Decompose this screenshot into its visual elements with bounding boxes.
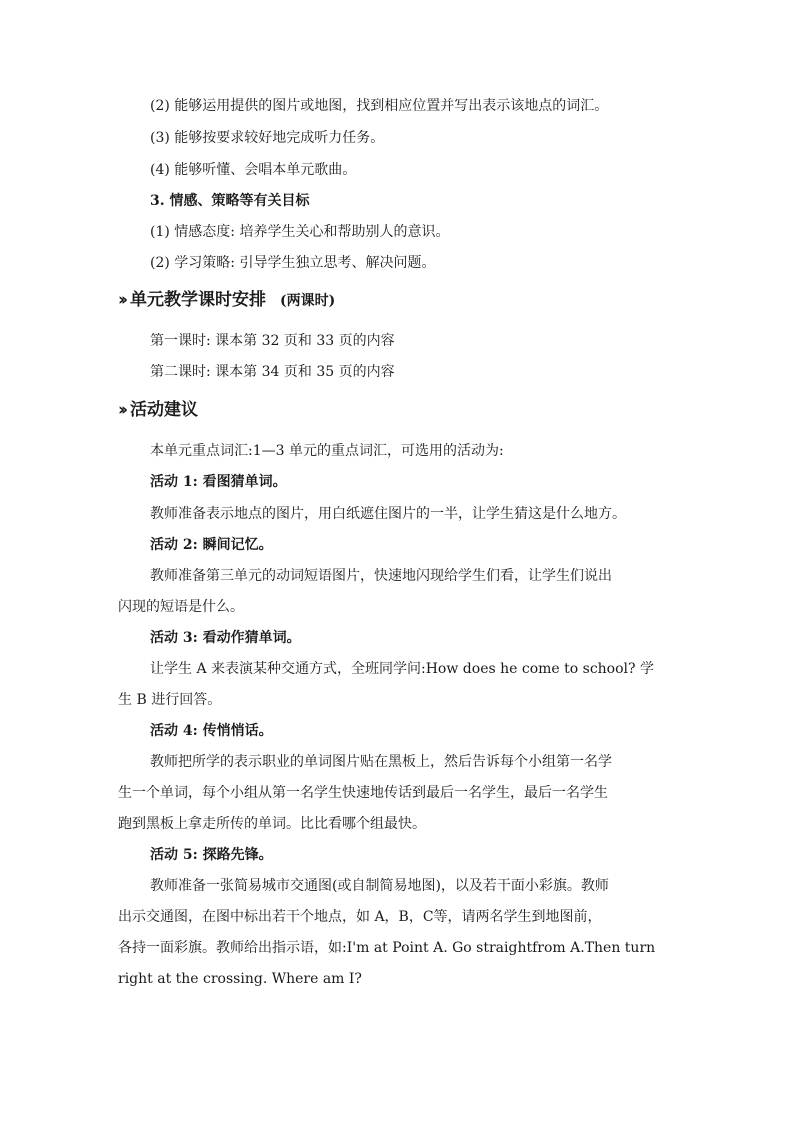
activity-5-text-3: 各持一面彩旗。教师给出指示语，如:I'm at Point A. Go straightfrom A.Then turn xyxy=(118,940,656,956)
schedule-title: 单元教学课时安排 xyxy=(130,290,267,310)
double-chevron-icon: ›› xyxy=(118,290,125,310)
activity-3-title: 活动 3: 看动作猜单词。 xyxy=(150,630,301,646)
affect-objective-2: (2) 学习策略: 引导学生独立思考、解决问题。 xyxy=(150,255,436,271)
activity-5-text-1: 教师准备一张简易城市交通图(或自制简易地图)，以及若干面小彩旗。教师 xyxy=(150,878,609,894)
activity-5-title: 活动 5: 探路先锋。 xyxy=(150,847,273,863)
objective-item-4: (4) 能够听懂、会唱本单元歌曲。 xyxy=(150,162,357,178)
activity-1-text: 教师准备表示地点的图片，用白纸遮住图片的一半，让学生猜这是什么地方。 xyxy=(150,506,626,522)
objective-item-2: (2) 能够运用提供的图片或地图，找到相应位置并写出表示该地点的词汇。 xyxy=(150,98,609,114)
activity-4-text-1: 教师把所学的表示职业的单词图片贴在黑板上，然后告诉每个小组第一名学 xyxy=(150,754,612,770)
activity-5-text-2: 出示交通图，在图中标出若干个地点，如 A，B，C等，请两名学生到地图前， xyxy=(118,909,602,925)
activity-3-text-1: 让学生 A 来表演某种交通方式，全班同学问:How does he come to school? 学 xyxy=(150,661,654,677)
activity-4-title: 活动 4: 传悄悄话。 xyxy=(150,723,273,739)
activity-2-text-1: 教师准备第三单元的动词短语图片，快速地闪现给学生们看，让学生们说出 xyxy=(150,568,612,584)
schedule-heading xyxy=(118,288,335,313)
activity-2-title: 活动 2: 瞬间记忆。 xyxy=(150,537,273,553)
activity-3-text-2: 生 B 进行回答。 xyxy=(118,692,222,708)
affect-objective-1: (1) 情感态度: 培养学生关心和帮助别人的意识。 xyxy=(150,224,450,240)
schedule-subtitle: (两课时) xyxy=(280,293,336,309)
activities-title: 活动建议 xyxy=(130,400,199,420)
activity-1-title: 活动 1: 看图猜单词。 xyxy=(150,474,287,490)
activity-5-text-4: right at the crossing. Where am I? xyxy=(118,971,362,987)
double-chevron-icon: ›› xyxy=(118,400,125,420)
lesson-1: 第一课时: 课本第 32 页和 33 页的内容 xyxy=(150,333,395,349)
objective-item-3: (3) 能够按要求较好地完成听力任务。 xyxy=(150,130,385,146)
activity-2-text-2: 闪现的短语是什么。 xyxy=(118,599,244,615)
activity-4-text-3: 跑到黑板上拿走所传的单词。比比看哪个组最快。 xyxy=(118,816,426,832)
section-3-title: 3. 情感、策略等有关目标 xyxy=(150,193,310,209)
activities-heading xyxy=(118,398,198,422)
lesson-2: 第二课时: 课本第 34 页和 35 页的内容 xyxy=(150,364,395,380)
activities-intro: 本单元重点词汇:1—3 单元的重点词汇，可选用的活动为: xyxy=(150,443,504,459)
activity-4-text-2: 生一个单词，每个小组从第一名学生快速地传话到最后一名学生，最后一名学生 xyxy=(118,785,608,801)
